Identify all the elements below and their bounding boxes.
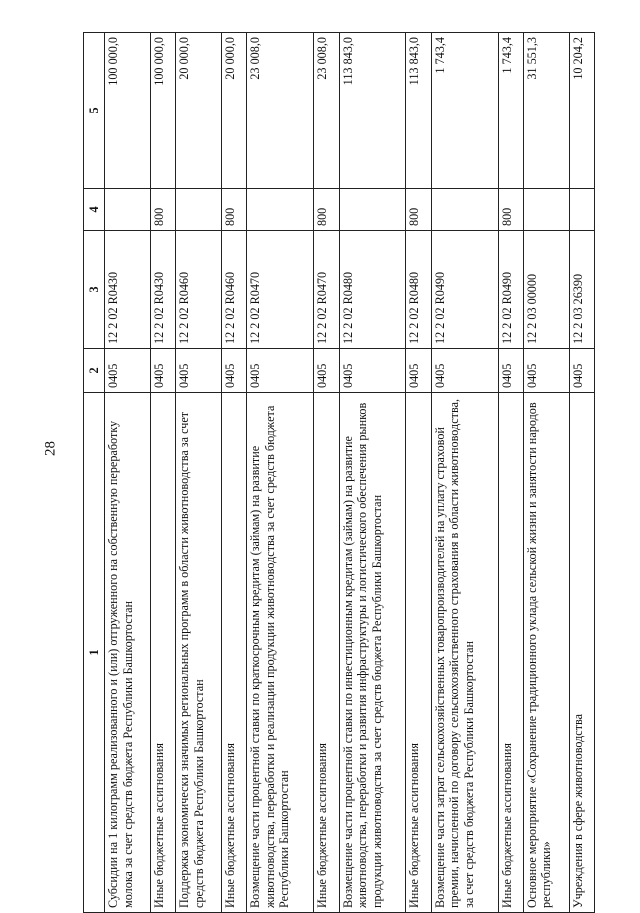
row-name: Иные бюджетные ассигнования [498,393,523,913]
row-target: 12 2 02 R0460 [176,231,222,349]
row-amount: 100 000,0 [105,33,151,189]
row-amount: 23 008,0 [314,33,339,189]
row-name: Возмещение части затрат сельскохозяйственных товаропроизводителей на уплату страховой премии, начисленной по договору сельскохозяйственного страхования в области животноводства, за счет средств бюджета Республики Башкортостан [431,393,498,913]
row-name: Иные бюджетные ассигнования [406,393,431,913]
row-name: Иные бюджетные ассигнования [222,393,247,913]
row-section: 0405 [339,349,406,393]
table-row [523,33,569,913]
row-type [105,189,151,231]
row-type [523,189,569,231]
row-target: 12 2 02 R0470 [314,231,339,349]
row-section: 0405 [105,349,151,393]
header-col-1: 1 [84,393,105,913]
header-col-4: 4 [84,189,105,231]
header-col-2: 2 [84,349,105,393]
row-section: 0405 [431,349,498,393]
row-amount: 23 008,0 [247,33,314,189]
table-row [222,33,247,913]
row-section: 0405 [222,349,247,393]
row-section: 0405 [314,349,339,393]
row-name: Иные бюджетные ассигнования [151,393,176,913]
row-section: 0405 [498,349,523,393]
row-name: Основное мероприятие «Сохранение традиционного уклада сельской жизни и занятости народов республики» [523,393,569,913]
row-name: Учреждения в сфере животноводства [569,393,594,913]
row-target: 12 2 03 26390 [569,231,594,349]
row-name: Возмещение части процентной ставки по инвестиционным кредитам (займам) на развитие животноводства, переработки и развития инфраструктуры и логистического обеспечения рынков продукции животноводства за счет средств бюджета Республики Башкортостан [339,393,406,913]
table-row [406,33,431,913]
row-type: 800 [498,189,523,231]
table-row [431,33,498,913]
row-type: 800 [222,189,247,231]
row-section: 0405 [247,349,314,393]
row-target: 12 2 02 R0430 [105,231,151,349]
row-type [247,189,314,231]
row-target: 12 2 02 R0480 [406,231,431,349]
table-row [339,33,406,913]
header-col-5: 5 [84,33,105,189]
row-type: 800 [406,189,431,231]
row-type [339,189,406,231]
row-name: Иные бюджетные ассигнования [314,393,339,913]
row-type [431,189,498,231]
row-section: 0405 [523,349,569,393]
row-target: 12 2 03 00000 [523,231,569,349]
row-amount: 20 000,0 [222,33,247,189]
row-target: 12 2 02 R0490 [498,231,523,349]
table-row [314,33,339,913]
row-type: 800 [151,189,176,231]
row-amount: 20 000,0 [176,33,222,189]
row-target: 12 2 02 R0490 [431,231,498,349]
page-number: 28 [42,441,59,456]
row-amount: 1 743,4 [431,33,498,189]
row-type [569,189,594,231]
row-type [176,189,222,231]
budget-table-frame [83,33,595,913]
table-row [498,33,523,913]
table-row [176,33,222,913]
row-section: 0405 [151,349,176,393]
budget-table [83,32,595,913]
table-header-row [84,33,105,913]
table-row [105,33,151,913]
row-amount: 100 000,0 [151,33,176,189]
row-amount: 1 743,4 [498,33,523,189]
row-target: 12 2 02 R0470 [247,231,314,349]
table-row [247,33,314,913]
table-row [569,33,594,913]
row-type: 800 [314,189,339,231]
row-amount: 113 843,0 [339,33,406,189]
row-amount: 113 843,0 [406,33,431,189]
header-col-3: 3 [84,231,105,349]
row-name: Возмещение части процентной ставки по краткосрочным кредитам (займам) на развитие животноводства, переработки и реализации продукции животноводства за счет средств бюджета Республики Башкортостан [247,393,314,913]
row-amount: 31 551,3 [523,33,569,189]
row-target: 12 2 02 R0480 [339,231,406,349]
table-row [151,33,176,913]
row-section: 0405 [176,349,222,393]
row-name: Субсидии на 1 килограмм реализованного и (или) отгруженного на собственную переработку молока за счет средств бюджета Республики Башкортостан [105,393,151,913]
row-section: 0405 [569,349,594,393]
row-target: 12 2 02 R0430 [151,231,176,349]
row-name: Поддержка экономически значимых региональных программ в области животноводства за счет средств бюджета Республики Башкортостан [176,393,222,913]
row-section: 0405 [406,349,431,393]
row-amount: 10 204,2 [569,33,594,189]
row-target: 12 2 02 R0460 [222,231,247,349]
